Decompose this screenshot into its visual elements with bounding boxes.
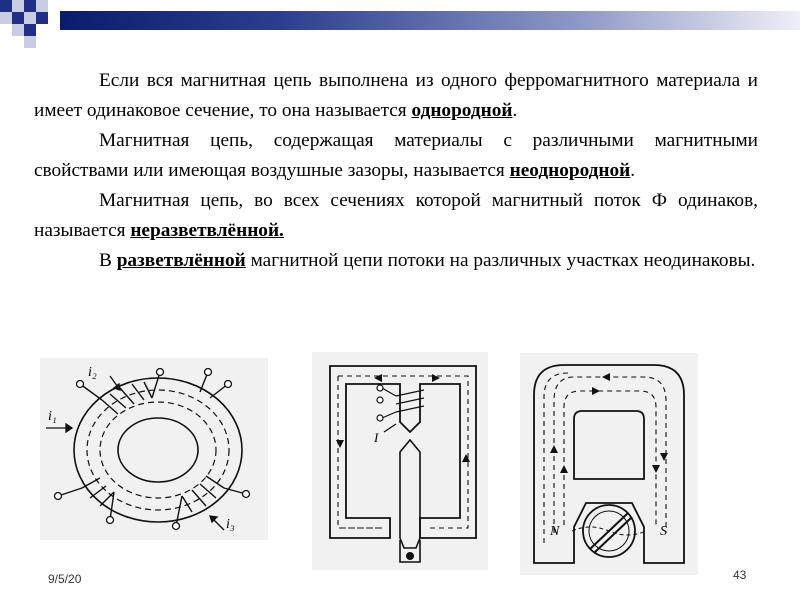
- page-number: 43: [733, 568, 747, 582]
- footer-date: 9/5/20: [48, 572, 82, 586]
- machine-label-south: S: [660, 524, 667, 539]
- paragraph-heterogeneous: Магнитная цепь, содержащая материалы с различными магнитными свойствами или имеющая воздушные зазоры, называется неоднородной.: [34, 130, 758, 181]
- header-gradient-bar: [60, 11, 800, 30]
- paragraph-homogeneous: Если вся магнитная цепь выполнена из одного ферромагнитного материала и имеет одинаковое сечение, то она называется однородной.: [34, 70, 758, 121]
- header-checker-decoration: [0, 0, 60, 48]
- toroid-figure: [40, 358, 268, 540]
- paragraph-unbranched: Магнитная цепь, во всех сечениях которой магнитный поток Ф одинаков, называется неразветвлённой.: [34, 190, 758, 241]
- term-heterogeneous: неоднородной: [509, 160, 631, 181]
- term-unbranched: неразветвлённой.: [130, 220, 284, 241]
- machine-figure: [520, 353, 698, 575]
- paragraph-branched: В разветвлённой магнитной цепи потоки на различных участках неодинаковы.: [99, 250, 756, 271]
- slide-body-text: [34, 66, 758, 276]
- core-gap-figure: [312, 352, 488, 570]
- term-branched: разветвлённой: [116, 250, 246, 271]
- toroid-label-i2: i₂: [88, 365, 97, 380]
- machine-label-north: N: [550, 524, 560, 539]
- core-label-current: I: [374, 430, 379, 445]
- toroid-label-i1: i₁: [48, 409, 57, 424]
- toroid-label-i3: i₃: [226, 517, 235, 532]
- term-homogeneous: однородной: [411, 100, 513, 121]
